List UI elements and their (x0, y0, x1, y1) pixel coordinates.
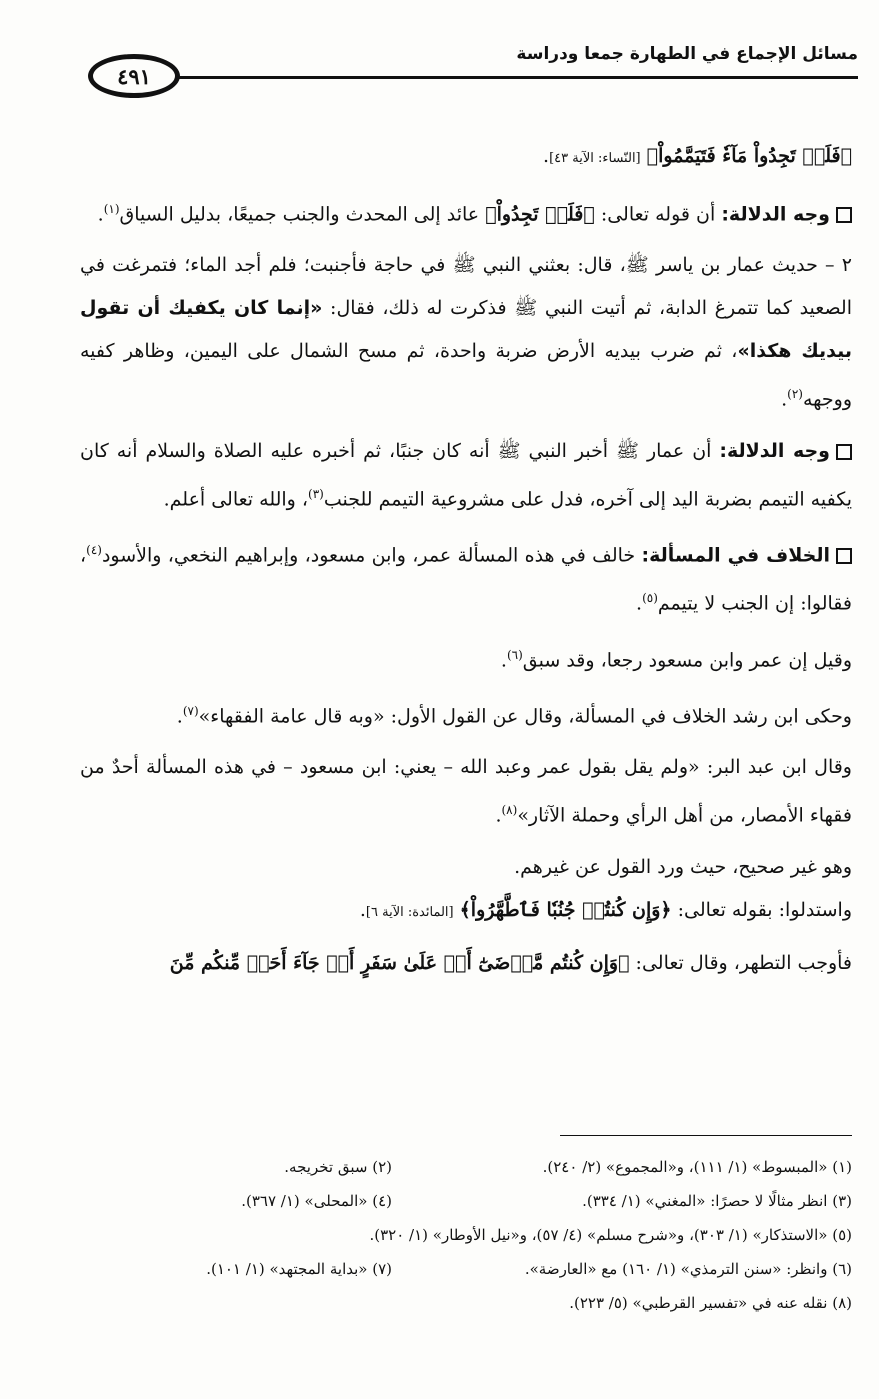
paragraph-11 (80, 942, 852, 985)
paragraph-7 (80, 690, 852, 738)
text: وقيل إن عمر وابن مسعود رجعا، وقد سبق (522, 648, 852, 671)
header-rule (178, 76, 858, 79)
text: ، ثم ضرب بيديه الأرض ضربة واحدة، ثم مسح الشمال على اليمين، وظاهر كفيه ووجهه (80, 340, 852, 411)
punctuation: . (636, 592, 643, 615)
square-bullet-icon (836, 548, 852, 564)
paragraph-1 (80, 135, 852, 180)
text: أن عمار ﷺ أخبر النبي ﷺ أنه كان جنبًا، ثم أخبره عليه الصلاة والسلام أنه كان يكفيه التيمم بضربة اليد إلى آخره، فدل على مشروعية التيمم للجنب (80, 439, 852, 510)
text: وحكى ابن رشد الخلاف في المسألة، وقال عن القول الأول: «وبه قال عامة الفقهاء» (198, 705, 852, 728)
footnote-1: (١) «المبسوط» (١/ ١١١)، و«المجموع» (٢/ ٢٤٠). (542, 1158, 852, 1176)
footnote-5: (٥) «الاستذكار» (١/ ٣٠٣)، و«شرح مسلم» (٤/ ٥٧)، و«نيل الأوطار» (١/ ٣٢٠). (369, 1226, 852, 1244)
footnote-7: (٧) «بداية المجتهد» (١/ ١٠١). (206, 1260, 392, 1278)
footnote-row (80, 1184, 852, 1218)
quran-verse: ﴿وَإِن كُنتُم مَّرۡضَىٰٓ أَوۡ عَلَىٰ سَفَرٍ أَوۡ جَآءَ أَحَدٞ مِّنكُم مِّنَ (169, 951, 630, 974)
text: عائد إلى المحدث والجنب جميعًا، بدليل السياق (119, 203, 480, 226)
paragraph-9 (80, 846, 852, 889)
footnote-2: (٢) سبق تخريجه. (284, 1158, 392, 1176)
square-bullet-icon (836, 444, 852, 460)
text: وقال ابن عبد البر: «ولم يقل بقول عمر وعبد الله – يعني: ابن مسعود – في هذه المسألة أحدٌ من فقهاء الأمصار، من أهل الرأي وحملة الآثار» (80, 756, 852, 827)
paragraph-2 (80, 188, 852, 236)
verse-reference: [النّساء: الآية ٤٣] (549, 151, 641, 166)
footnote-row (80, 1150, 852, 1184)
page-header (88, 40, 858, 110)
punctuation: . (176, 705, 183, 728)
text: خالف في هذه المسألة عمر، وابن مسعود، وإبراهيم النخعي، والأسود (101, 544, 636, 567)
running-title: مسائل الإجماع في الطهارة جمعا ودراسة (516, 44, 858, 64)
verse-reference: [المائدة: الآية ٦] (365, 904, 454, 920)
paragraph-4 (80, 430, 852, 521)
quran-verse: ﴿فَلَمۡ تَجِدُواْ﴾ (485, 203, 595, 226)
paragraph-8 (80, 746, 852, 837)
footnote-8: (٨) نقله عنه في «تفسير القرطبي» (٥/ ٢٢٣). (569, 1294, 852, 1312)
footnotes (80, 1150, 852, 1320)
footnote-separator (560, 1135, 852, 1136)
punctuation: . (781, 388, 788, 411)
footnote-ref: (٥) (642, 591, 658, 606)
footnote-3: (٣) انظر مثالًا لا حصرًا: «المغني» (١/ ٣٣٤). (582, 1192, 852, 1210)
hadith-quote: «إنما كان يكفيك أن تقول بيديك هكذا» (80, 297, 853, 363)
punctuation: . (500, 648, 507, 671)
punctuation: . (543, 145, 550, 167)
punctuation: . (495, 804, 502, 827)
text: ٢ – حديث عمار بن ياسر ﷺ، قال: بعثني النبي ﷺ في حاجة فأجنبت؛ فلم أجد الماء؛ فتمرغت في الصعيد كما تتمرغ الدابة، ثم أتيت النبي ﷺ فذكرت له ذلك، فقال: (80, 254, 853, 320)
section-term: وجه الدلالة: (721, 203, 830, 226)
text: ، فقالوا: إن الجنب لا يتيمم (80, 544, 852, 615)
quran-verse: ﴿وَإِن كُنتُمۡ جُنُبٗا فَٱطَّهَّرُواْ﴾ (459, 898, 672, 921)
text: فأوجب التطهر، وقال تعالى: (635, 951, 852, 974)
footnote-ref: (٤) (86, 542, 102, 557)
text: وهو غير صحيح، حيث ورد القول عن غيرهم. (514, 855, 852, 878)
paragraph-3 (80, 244, 852, 421)
footnote-row (80, 1252, 852, 1286)
page-number: ٤٩١ (88, 54, 180, 98)
paragraph-6 (80, 634, 852, 682)
main-text (80, 135, 852, 993)
footnote-ref: (٨) (501, 803, 518, 818)
footnote-ref: (٢) (787, 387, 803, 402)
punctuation: . (359, 898, 366, 921)
punctuation: . (97, 203, 104, 226)
footnote-6: (٦) وانظر: «سنن الترمذي» (١/ ١٦٠) مع «العارضة». (524, 1260, 852, 1278)
section-term: الخلاف في المسألة: (641, 544, 830, 567)
text: ، والله تعالى أعلم. (163, 487, 309, 510)
paragraph-5 (80, 529, 852, 626)
footnote-ref: (٣) (308, 486, 324, 501)
footnote-ref: (١) (103, 202, 120, 216)
section-term: وجه الدلالة: (719, 439, 830, 462)
paragraph-10 (80, 889, 852, 934)
footnote-4: (٤) «المحلى» (١/ ٣٦٧). (241, 1192, 392, 1210)
text: واستدلوا: بقوله تعالى: (677, 898, 852, 921)
footnote-ref: (٧) (182, 703, 199, 718)
text: أن قوله تعالى: (600, 203, 716, 226)
footnote-ref: (٦) (506, 647, 523, 662)
quran-verse: ﴿فَلَمۡ تَجِدُواْ مَآءٗ فَتَيَمَّمُواْ﴾ (646, 145, 852, 167)
square-bullet-icon (836, 207, 852, 223)
